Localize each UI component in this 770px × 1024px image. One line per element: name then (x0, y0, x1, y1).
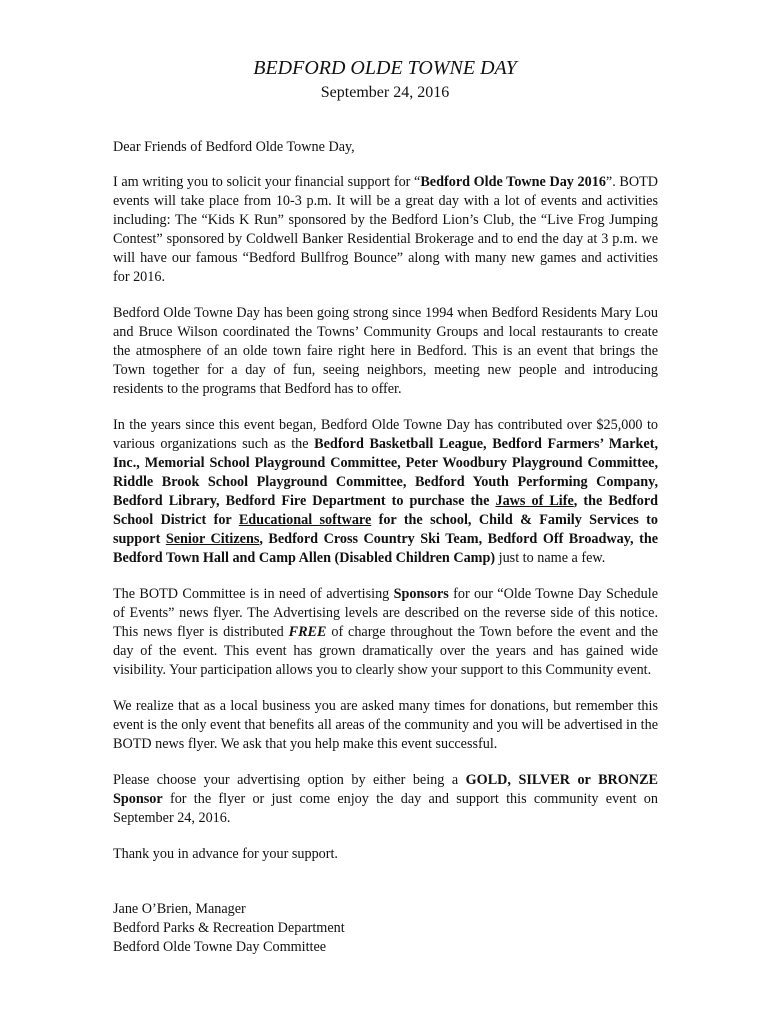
paragraph-sponsors (113, 585, 658, 680)
contributions-text-c: just to name a few. (495, 550, 606, 566)
organizations-list (113, 436, 658, 566)
document-date: September 24, 2016 (320, 84, 450, 101)
organizations-part-2: , the Bedford School District for (113, 493, 659, 528)
greeting: Dear Friends of Bedford Olde Towne Day, (113, 139, 355, 155)
paragraph-options (113, 771, 658, 828)
thank-you-line: Thank you in advance for your support. (113, 846, 338, 862)
signature-name: Jane O’Brien, Manager (113, 901, 246, 917)
options-text-a: Please choose your advertising option by either being a (113, 772, 466, 788)
letter-body (113, 138, 658, 957)
options-text-b: for the flyer or just come enjoy the day and support this community event on September 24, 2016. (113, 791, 658, 826)
free-bold-italic: FREE (288, 624, 327, 640)
sponsors-text-a: The BOTD Committee is in need of advertising (113, 586, 394, 602)
document-title: BEDFORD OLDE TOWNE DAY (253, 57, 517, 79)
organizations-part-3: for the school, Child & Family Services to support (113, 512, 658, 547)
sponsors-text-c: of charge throughout the Town before the event and the day of the event. This event has grown dramatically over the years and has gained wide visibility. Your participation allows you to clearly show your support to this Community event. (113, 624, 659, 678)
event-name-bold: Bedford Olde Towne Day 2016 (420, 174, 606, 190)
paragraph-intro (113, 173, 658, 287)
senior-citizens-underline: Senior Citizens (165, 531, 260, 547)
intro-text-b: ”. BOTD events will take place from 10-3 p.m. It will be a great day with a lot of events and activities including: The “Kids K Run” sponsored by the Bedford Lion’s Club, the “Live Frog Jumping Contest” sponsored by Coldwell Banker Residential Brokerage and to end the day at 3 p.m. we will have our famous “Bedford Bullfrog Bounce” along with many new games and activities for 2016. (113, 174, 659, 285)
letter-header (0, 56, 770, 104)
paragraph-local-business: We realize that as a local business you are asked many times for donations, but remember this event is the only event that benefits all areas of the community and you will be advertised in the BOTD news flyer. We ask that you help make this event successful. (113, 698, 658, 752)
organizations-part-1: Bedford Basketball League, Bedford Farmers’ Market, Inc., Memorial School Playground Committee, Peter Woodbury Playground Committee, Riddle Brook School Playground Committee, Bedford Youth Performing Company, Bedford Library, Bedford Fire Department to purchase the (113, 436, 658, 509)
paragraph-contributions (113, 416, 658, 568)
contributions-text-a: In the years since this event began, Bedford Olde Towne Day has contributed over $25,000 to various organizations such as the (113, 417, 658, 452)
jaws-of-life-underline: Jaws of Life (495, 493, 574, 509)
educational-software-underline: Educational software (238, 512, 372, 528)
signature-department: Bedford Parks & Recreation Department (113, 920, 345, 936)
sponsors-text-b: for our “Olde Towne Day Schedule of Events” news flyer. The Advertising levels are described on the reverse side of this notice. This news flyer is distributed (113, 586, 658, 640)
sponsor-levels-bold: GOLD, SILVER or BRONZE Sponsor (113, 772, 659, 807)
organizations-part-4: , Bedford Cross Country Ski Team, Bedford Off Broadway, the Bedford Town Hall and Camp Allen (Disabled Children Camp) (113, 531, 659, 566)
intro-text-a: I am writing you to solicit your financial support for “ (113, 174, 421, 190)
paragraph-history: Bedford Olde Towne Day has been going strong since 1994 when Bedford Residents Mary Lou and Bruce Wilson coordinated the Towns’ Community Groups and local restaurants to create the atmosphere of an olde town faire right here in Bedford. This is an event that brings the Town together for a day of fun, seeing neighbors, meeting new people and introducing residents to the programs that Bedford has to offer. (113, 305, 658, 397)
sponsors-bold: Sponsors (393, 586, 449, 602)
signature-committee: Bedford Olde Towne Day Committee (113, 939, 327, 955)
signature-block (113, 900, 658, 957)
